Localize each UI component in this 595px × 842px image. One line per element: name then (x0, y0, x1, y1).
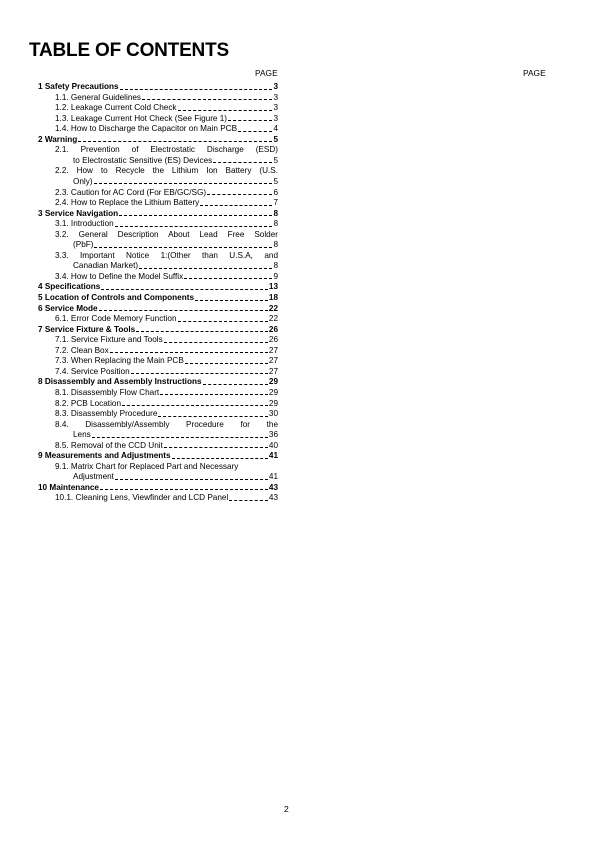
toc-subsection-entry[interactable] (55, 345, 278, 356)
toc-entry-title: 4 Specifications (38, 282, 101, 292)
toc-section-entry[interactable] (38, 134, 278, 145)
toc-entry-page: 9 (273, 271, 278, 281)
toc-leader-dashes (203, 384, 268, 385)
toc-leader-dashes (164, 342, 268, 343)
toc-entry-title: 3.1. Introduction (55, 219, 114, 229)
page-column-header-left: PAGE (255, 68, 278, 78)
toc-entry-title: (PbF) (73, 240, 94, 250)
toc-entry-page: 3 (273, 113, 278, 123)
toc-leader-dashes (160, 394, 268, 395)
toc-leader-dashes (178, 321, 268, 322)
toc-leader-dashes (142, 99, 272, 100)
toc-entry-page: 22 (268, 314, 278, 324)
toc-section-entry[interactable] (38, 482, 278, 493)
toc-subsection-entry[interactable] (55, 187, 278, 198)
toc-entry-title: 6 Service Mode (38, 303, 98, 313)
toc-subsection-entry[interactable] (55, 123, 278, 134)
toc-entry-page: 3 (273, 92, 278, 102)
toc-subsection-entry[interactable] (55, 165, 278, 176)
toc-subsection-entry[interactable] (55, 334, 278, 345)
toc-leader-dashes (115, 226, 273, 227)
toc-entry-page: 6 (273, 187, 278, 197)
toc-entry-page: 43 (268, 482, 278, 492)
toc-subsection-entry[interactable] (55, 102, 278, 113)
toc-leader-dashes (110, 352, 268, 353)
toc-leader-dashes (94, 247, 272, 248)
toc-entry-title: 8.2. PCB Location (55, 398, 121, 408)
toc-entry-page: 36 (268, 430, 278, 440)
toc-entry-title: 9 Measurements and Adjustments (38, 451, 171, 461)
toc-leader-dashes (139, 268, 272, 269)
toc-entry-title: 8.3. Disassembly Procedure (55, 409, 158, 419)
toc-entry-page: 29 (268, 377, 278, 387)
toc-entry-page: 8 (273, 261, 278, 271)
toc-entry-title: 1.3. Leakage Current Hot Check (See Figure 1) (55, 113, 228, 123)
toc-entry-title: 8 Disassembly and Assembly Instructions (38, 377, 202, 387)
toc-entry-title: 1.4. How to Discharge the Capacitor on Main PCB (55, 124, 238, 134)
toc-subsection-entry[interactable] (55, 271, 278, 282)
toc-entry-page: 26 (268, 335, 278, 345)
page-column-header-right: PAGE (523, 68, 546, 78)
toc-entry-title: 3.2. General Description About Lead Free Solder (55, 229, 278, 239)
toc-leader-dashes (200, 205, 272, 206)
toc-subsection-entry[interactable] (55, 408, 278, 419)
toc-entry-title: 8.4. Disassembly/Assembly Procedure for the (55, 419, 278, 429)
toc-entry-title: 10.1. Cleaning Lens, Viewfinder and LCD Panel (55, 493, 229, 503)
toc-entry-title: 1 Safety Precautions (38, 82, 119, 91)
toc-entry-title: 7.2. Clean Box (55, 345, 109, 355)
toc-section-entry[interactable] (38, 450, 278, 461)
toc-entry-page: 40 (268, 440, 278, 450)
toc-subsection-entry[interactable] (55, 197, 278, 208)
toc-entry-title: 2.3. Caution for AC Cord (For EB/GC/SG) (55, 187, 207, 197)
toc-entry-title: 9.1. Matrix Chart for Replaced Part and Necessary (55, 461, 239, 471)
toc-subsection-entry[interactable] (55, 419, 278, 430)
toc-section-entry[interactable] (38, 208, 278, 219)
toc-leader-dashes (228, 120, 272, 121)
toc-subsection-entry[interactable] (55, 440, 278, 451)
toc-section-entry[interactable] (38, 303, 278, 314)
toc-subsection-entry[interactable] (55, 313, 278, 324)
toc-leader-dashes (101, 289, 268, 290)
toc-subsection-entry[interactable] (73, 155, 278, 166)
toc-entry-page: 18 (268, 293, 278, 302)
toc-entry-page: 7 (273, 198, 278, 208)
toc-subsection-entry[interactable] (55, 250, 278, 261)
toc-entry-page: 41 (268, 451, 278, 461)
toc-leader-dashes (100, 489, 268, 490)
page-number: 2 (284, 804, 289, 814)
toc-entry-title: 3 Service Navigation (38, 208, 119, 218)
toc-subsection-entry[interactable] (55, 355, 278, 366)
toc-entry-title: 7.1. Service Fixture and Tools (55, 335, 163, 345)
toc-entry-title: Adjustment (73, 472, 114, 482)
toc-entry-page: 3 (273, 82, 278, 91)
toc-subsection-entry[interactable] (55, 218, 278, 229)
toc-subsection-entry[interactable] (73, 471, 278, 482)
toc-entry-title: Canadian Market) (73, 261, 139, 271)
toc-entry-title: 2 Warning (38, 134, 78, 144)
toc-subsection-entry[interactable] (73, 260, 278, 271)
page-title: TABLE OF CONTENTS (29, 40, 229, 61)
toc-subsection-entry[interactable] (55, 387, 278, 398)
toc-section-entry[interactable] (38, 292, 278, 303)
toc-entry-title: 7.3. When Replacing the Main PCB (55, 356, 184, 366)
toc-leader-dashes (184, 278, 272, 279)
toc-entry-title: 7.4. Service Position (55, 366, 130, 376)
toc-entry-title: 1.2. Leakage Current Cold Check (55, 103, 177, 113)
toc-leader-dashes (238, 131, 272, 132)
toc-section-entry[interactable] (38, 81, 278, 92)
toc-entry-page: 8 (273, 219, 278, 229)
toc-entry-page: 5 (273, 176, 278, 186)
toc-section-entry[interactable] (38, 376, 278, 387)
toc-entry-title: 2.2. How to Recycle the Lithium Ion Battery (U.S. (55, 166, 278, 176)
toc-leader-dashes (213, 162, 272, 163)
toc-entry-page: 8 (273, 240, 278, 250)
toc-leader-dashes (136, 331, 268, 332)
toc-leader-dashes (78, 141, 272, 142)
toc-entry-title: 8.5. Removal of the CCD Unit (55, 440, 163, 450)
toc-entry-title: 7 Service Fixture & Tools (38, 324, 136, 334)
toc-entry-title: 3.3. Important Notice 1:(Other than U.S.A, and (55, 250, 278, 260)
toc-section-entry[interactable] (38, 281, 278, 292)
toc-entry-page: 27 (268, 345, 278, 355)
toc-entry-page: 13 (268, 282, 278, 292)
toc-leader-dashes (119, 215, 272, 216)
toc-subsection-entry[interactable] (55, 144, 278, 155)
toc-entry-page: 8 (273, 208, 278, 218)
toc-subsection-entry[interactable] (55, 92, 278, 103)
toc-entry-page: 27 (268, 356, 278, 366)
toc-entry-page: 5 (273, 134, 278, 144)
toc-leader-dashes (178, 110, 273, 111)
toc-entry-page: 26 (268, 324, 278, 334)
toc-entry-page: 4 (273, 124, 278, 134)
toc-entry-page: 29 (268, 398, 278, 408)
toc-subsection-entry[interactable] (55, 492, 278, 503)
toc-leader-dashes (185, 363, 268, 364)
toc-leader-dashes (229, 500, 268, 501)
toc-entry-title: 10 Maintenance (38, 482, 99, 492)
toc-subsection-entry[interactable] (73, 239, 278, 250)
toc-leader-dashes (99, 310, 268, 311)
toc-leader-dashes (122, 405, 268, 406)
toc-entry-title: 1.1. General Guidelines (55, 92, 142, 102)
toc-subsection-entry[interactable] (55, 398, 278, 409)
toc-leader-dashes (172, 458, 268, 459)
toc-subsection-entry[interactable] (55, 229, 278, 240)
toc-leader-dashes (115, 479, 268, 480)
toc-entry-title: 2.4. How to Replace the Lithium Battery (55, 198, 200, 208)
toc-entry-page: 43 (268, 493, 278, 503)
toc-subsection-entry[interactable] (73, 429, 278, 440)
toc-entry-page: 3 (273, 103, 278, 113)
toc-entry-title: to Electrostatic Sensitive (ES) Devices (73, 155, 213, 165)
toc-entry-title: 8.1. Disassembly Flow Chart (55, 387, 160, 397)
toc-leader-dashes (158, 416, 268, 417)
toc-leader-dashes (207, 194, 272, 195)
toc-entry-title: 2.1. Prevention of Electrostatic Discharge (ESD) (55, 145, 278, 155)
toc-subsection-entry[interactable] (55, 113, 278, 124)
toc-entry-title: 3.4. How to Define the Model Suffix (55, 271, 184, 281)
toc-leader-dashes (92, 437, 268, 438)
toc-entry-page: 5 (273, 155, 278, 165)
toc-leader-dashes (164, 447, 268, 448)
toc-subsection-entry[interactable] (55, 461, 278, 472)
toc-entry-title: Lens (73, 430, 91, 440)
toc-leader-dashes (131, 373, 268, 374)
toc-leader-dashes (94, 183, 273, 184)
toc-subsection-entry[interactable] (73, 176, 278, 187)
toc-entry-page: 41 (268, 472, 278, 482)
toc-entry-page: 30 (268, 409, 278, 419)
toc-entry-title: 6.1. Error Code Memory Function (55, 314, 177, 324)
toc-section-entry[interactable] (38, 324, 278, 335)
toc-entry-page: 22 (268, 303, 278, 313)
toc-entry-page: 29 (268, 387, 278, 397)
toc-leader-dashes (195, 300, 268, 301)
toc-entry-page: 27 (268, 366, 278, 376)
toc-subsection-entry[interactable] (55, 366, 278, 377)
toc-leader-dashes (120, 89, 273, 90)
toc-entry-title: 5 Location of Controls and Components (38, 293, 195, 302)
toc-entry-title: Only) (73, 176, 93, 186)
